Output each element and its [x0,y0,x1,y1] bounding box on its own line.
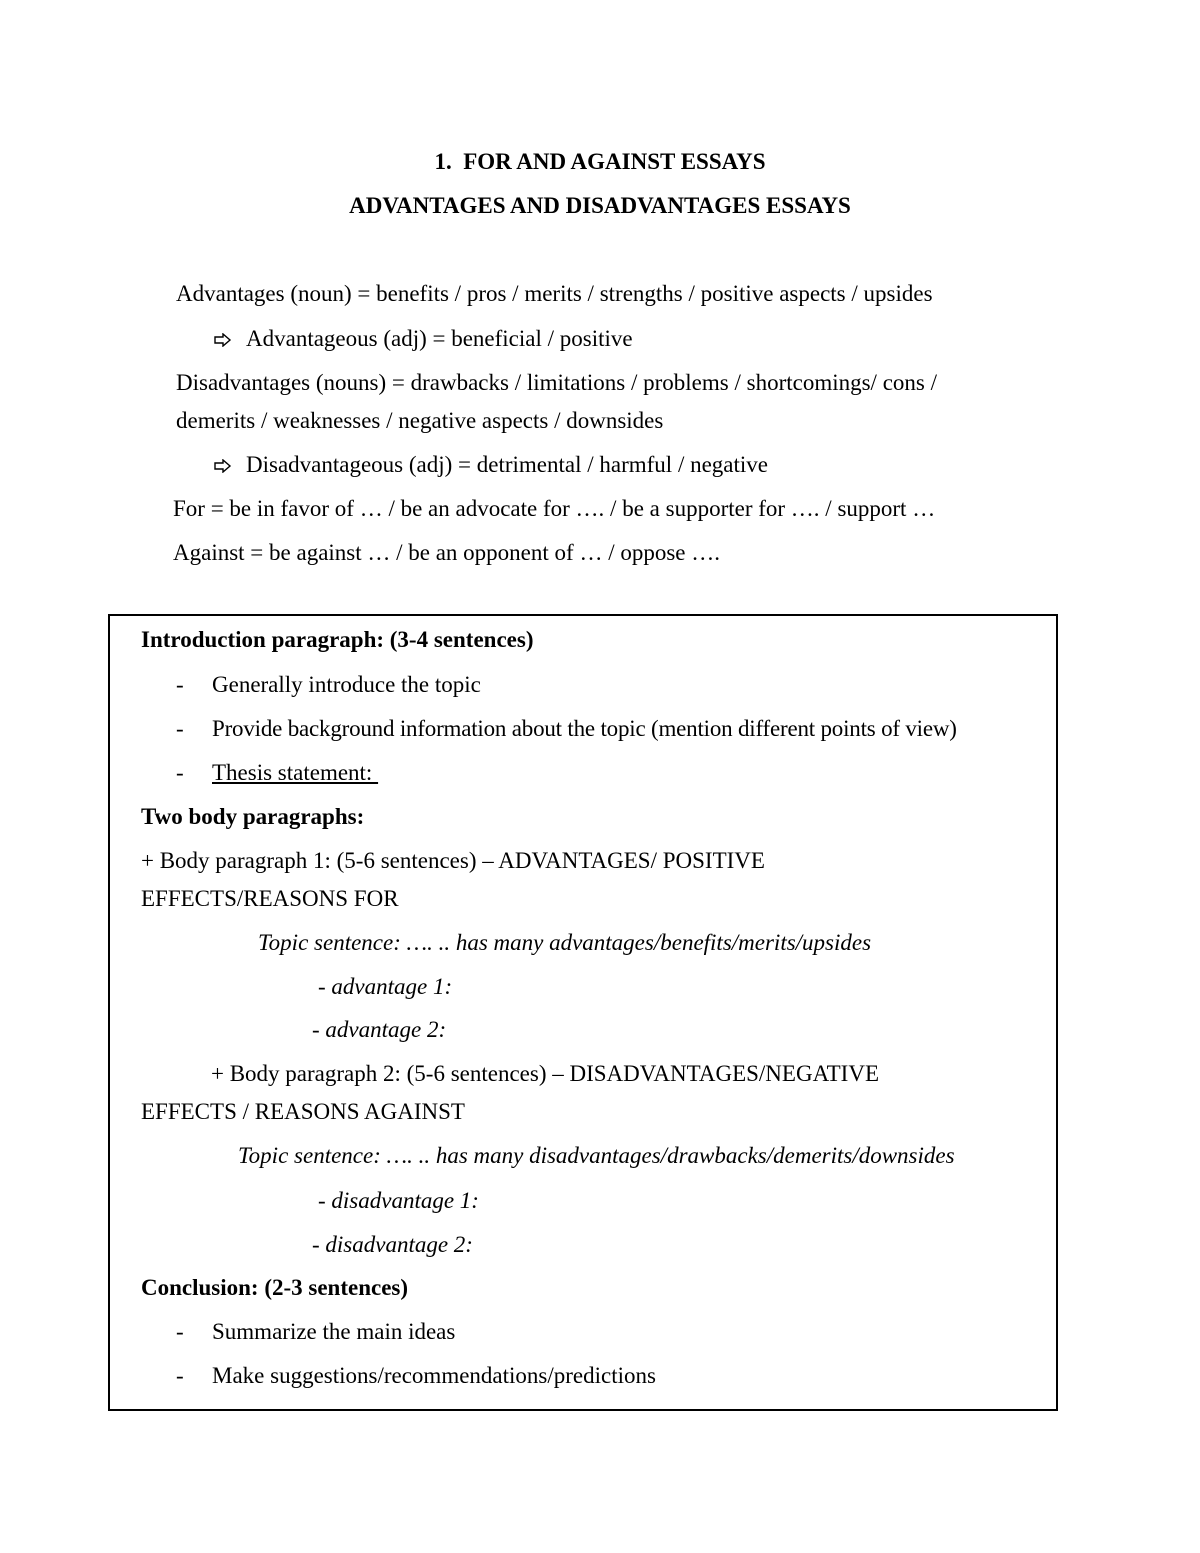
list-item-text: Generally introduce the topic [212,672,481,697]
bullet-dash: - [176,760,184,785]
body1-advantage-1: - advantage 1: [318,974,453,999]
thesis-statement-label: Thesis statement: [212,760,379,785]
vocab-against: Against = be against … / be an opponent of … / oppose …. [173,540,720,565]
list-item [176,1362,656,1390]
vocab-for: For = be in favor of … / be an advocate for …. / be a supporter for …. / support … [173,496,936,521]
list-item-text: Summarize the main ideas [212,1319,456,1344]
arrow-right-icon [214,459,232,473]
vocab-advantages: Advantages (noun) = benefits / pros / merits / strengths / positive aspects / upsides [176,281,933,306]
body2-topic-sentence: Topic sentence: …. .. has many disadvantages/drawbacks/demerits/downsides [238,1143,955,1168]
title-number: 1. [434,149,452,174]
list-item [176,671,481,699]
body1-line-2: EFFECTS/REASONS FOR [141,886,399,911]
body1-advantage-2: - advantage 2: [312,1017,447,1042]
vocab-advantageous [214,325,633,353]
list-item [176,715,957,743]
arrow-right-icon [214,333,232,347]
body2-line-2: EFFECTS / REASONS AGAINST [141,1099,465,1124]
list-item-text: Provide background information about the topic (mention different points of view) [212,716,957,741]
body2-disadvantage-1: - disadvantage 1: [318,1188,479,1213]
body2-line-1: + Body paragraph 2: (5-6 sentences) – DISADVANTAGES/NEGATIVE [211,1061,879,1086]
list-item-text: Make suggestions/recommendations/predictions [212,1363,656,1388]
vocab-disadvantages-line-2: demerits / weaknesses / negative aspects / downsides [176,408,664,433]
vocab-advantageous-text: Advantageous (adj) = beneficial / positive [246,326,633,351]
page-subtitle: ADVANTAGES AND DISADVANTAGES ESSAYS [349,193,851,218]
bullet-dash: - [176,672,184,697]
title-text: FOR AND AGAINST ESSAYS [463,149,766,174]
vocab-disadvantages-line-1: Disadvantages (nouns) = drawbacks / limitations / problems / shortcomings/ cons / [176,370,937,395]
bullet-dash: - [176,1363,184,1388]
list-item [176,759,378,787]
bullet-dash: - [176,1319,184,1344]
body1-topic-sentence: Topic sentence: …. .. has many advantages/benefits/merits/upsides [258,930,872,955]
body1-line-1: + Body paragraph 1: (5-6 sentences) – ADVANTAGES/ POSITIVE [141,848,765,873]
conclusion-heading: Conclusion: (2-3 sentences) [141,1275,409,1300]
vocab-disadvantageous [214,451,768,479]
intro-heading: Introduction paragraph: (3-4 sentences) [141,627,534,652]
vocab-disadvantageous-text: Disadvantageous (adj) = detrimental / harmful / negative [246,452,768,477]
page-title [0,148,1200,176]
list-item [176,1318,455,1346]
body-heading: Two body paragraphs: [141,804,365,829]
body2-disadvantage-2: - disadvantage 2: [312,1232,473,1257]
bullet-dash: - [176,716,184,741]
